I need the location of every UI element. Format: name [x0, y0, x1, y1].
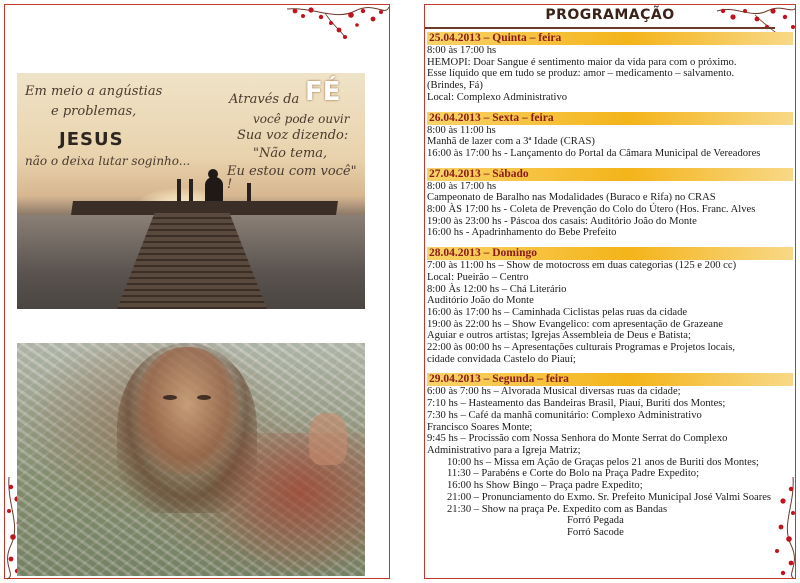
- pier-deck: [71, 201, 338, 215]
- schedule-line: HEMOPI: Doar Sangue é sentimento maior da vida para com o próximo.: [427, 56, 737, 68]
- schedule-line: 22:00 às 00:00 hs – Apresentações culturais Programas e Projetos locais,: [427, 342, 736, 354]
- program-panel: [424, 4, 796, 579]
- schedule-line: Francisco Soares Monte;: [427, 421, 533, 433]
- caption-right-line2: você pode ouvir: [253, 112, 350, 126]
- schedule-line: (Brindes, Fá): [427, 80, 483, 92]
- program-schedule: [427, 32, 793, 547]
- day-block: [427, 247, 793, 365]
- title-underline: [425, 27, 775, 29]
- berry-vine-left-top: [285, 3, 391, 43]
- day-heading: 27.04.2013 – Sábado: [427, 168, 793, 181]
- jesus-over-city-photo: [17, 343, 365, 576]
- sitting-person-silhouette: [205, 177, 223, 203]
- day-block: [427, 112, 793, 160]
- day-heading: 25.04.2013 – Quinta – feira: [427, 32, 793, 45]
- caption-fe: FÉ: [305, 77, 341, 107]
- schedule-line: cidade convidada Castelo do Piauí;: [427, 353, 576, 365]
- schedule-line: 6:00 às 7:00 hs – Alvorada Musical diversas ruas da cidade;: [427, 386, 681, 398]
- caption-right-line3: Sua voz dizendo:: [237, 128, 349, 143]
- schedule-line: 11:30 – Parabéns e Corte do Bolo na Praça Padre Expedito;: [447, 468, 700, 480]
- day-heading: 28.04.2013 – Domingo: [427, 247, 793, 260]
- schedule-line: 16:00 às 17:00 hs – Caminhada Ciclistas pelas ruas da cidade: [427, 306, 688, 318]
- caption-right-line4: "Não tema,: [253, 146, 328, 161]
- schedule-line: 8:00 às 11:00 hs: [427, 124, 496, 136]
- jesus-raised-hand: [309, 413, 347, 465]
- day-heading: 26.04.2013 – Sexta – feira: [427, 112, 793, 125]
- schedule-line: 8:00 ÀS 17:00 hs - Coleta de Prevenção do Colo do Útero (Hos. Franc. Alves: [427, 204, 756, 216]
- schedule-line: 9:45 hs – Procissão com Nossa Senhora do Monte Serrat do Complexo: [427, 433, 728, 445]
- schedule-line: Local: Pueirão – Centro: [427, 271, 529, 283]
- schedule-line: Local: Complexo Administrativo: [427, 91, 568, 103]
- schedule-line: 16:00 hs - Apadrinhamento do Bebe Prefeito: [427, 227, 617, 239]
- program-title: PROGRAMAÇÃO: [545, 7, 675, 23]
- schedule-line: 19:00 às 23:00 hs - Páscoa dos casais: Auditório João do Monte: [427, 215, 697, 227]
- caption-left-line2: e problemas,: [51, 104, 137, 119]
- schedule-line: Administrativo para a Igreja Matriz;: [427, 444, 581, 456]
- caption-left-line1: Em meio a angústias: [25, 84, 163, 99]
- caption-right-line1: Através da: [229, 92, 300, 107]
- schedule-line: Manhã de lazer com a 3ª Idade (CRAS): [427, 136, 595, 148]
- schedule-line: 8:00 às 17:00 hs: [427, 45, 497, 56]
- pier-post: [177, 179, 181, 203]
- schedule-line: Esse líquido que em tudo se produz: amor – medicamento – salvamento.: [427, 68, 735, 80]
- day-block: [427, 32, 793, 104]
- schedule-line: 16:00 às 17:00 hs - Lançamento do Portal da Câmara Municipal de Vereadores: [427, 147, 761, 159]
- schedule-line: 21:30 – Show na praça Pe. Expedito com as Bandas: [447, 503, 668, 515]
- caption-right-line5: Eu estou com você" !: [227, 164, 357, 192]
- schedule-line: 16:00 hs Show Bingo – Praça padre Expedito;: [447, 480, 643, 492]
- day-block: [427, 168, 793, 240]
- pier-post: [189, 179, 193, 203]
- schedule-line: 7:30 hs – Café da manhã comunitário: Complexo Administrativo: [427, 409, 702, 421]
- sunset-pier-photo: [17, 73, 365, 309]
- schedule-line: Aguiar e outros artistas; Igrejas Assembleia de Deus e Batista;: [427, 330, 691, 342]
- left-panel: [4, 4, 390, 579]
- schedule-line: Auditório João do Monte: [427, 295, 534, 307]
- jesus-eye: [163, 395, 177, 400]
- day-heading: 29.04.2013 – Segunda – feira: [427, 373, 793, 386]
- schedule-line: 7:00 às 11:00 hs – Show de motocross em duas categorias (125 e 200 cc): [427, 260, 737, 272]
- schedule-line: 21:00 – Pronunciamento do Exmo. Sr. Prefeito Municipal José Valmi Soares: [447, 491, 772, 503]
- caption-left-line3: não o deixa lutar soginho...: [25, 154, 191, 168]
- schedule-line: 10:00 hs – Missa em Ação de Graças pelos 21 anos de Buriti dos Montes;: [447, 456, 759, 468]
- schedule-line: Campeonato de Baralho nas Modalidades (Buraco e Rifa) no CRAS: [427, 192, 716, 204]
- schedule-line: 7:10 hs – Hasteamento das Bandeiras Brasil, Piauí, Buriti dos Montes;: [427, 398, 726, 410]
- schedule-line: 19:00 às 22:00 hs – Show Evangelico: com apresentação de Grazeane: [427, 318, 723, 330]
- schedule-line: Forró Pegada: [567, 515, 624, 527]
- day-block: [427, 373, 793, 538]
- schedule-line: Forró Sacode: [567, 526, 624, 538]
- schedule-line: 8:00 Às 12:00 hs – Chá Literário: [427, 283, 567, 295]
- caption-jesus: JESUS: [59, 129, 124, 150]
- jesus-eye: [197, 395, 211, 400]
- schedule-line: 8:00 às 17:00 hs: [427, 180, 497, 192]
